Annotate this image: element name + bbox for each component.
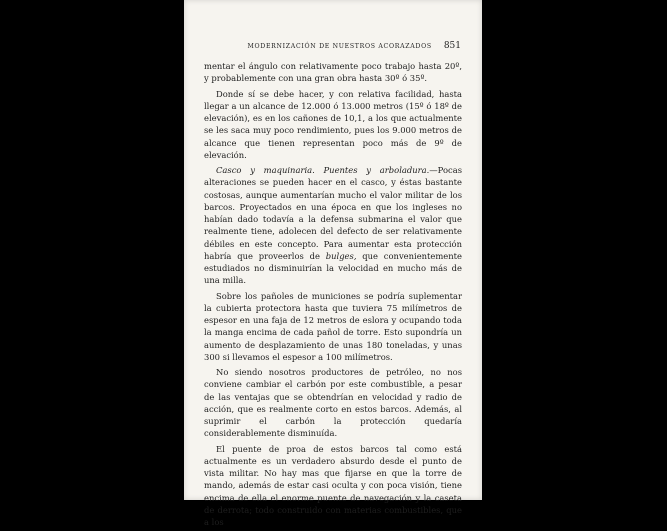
paragraph-text: El puente de proa de estos barcos tal como está actualmente es un verdadero absurdo desde el punto de vista militar. No hay mas que fijarse en que la torre de mando, además de estar casi oculta y con poca visión, tiene encima de ella el enorme puente de navegación y la caseta de derrota; todo construido con materias combustibles, que a los — [204, 443, 462, 527]
paragraph-text: —Pocas alteraciones se pueden hacer en el casco, y éstas bastante costosas, aunque aumentarían mucho el valor militar de los barcos. Proyectados en una época en que los ingleses no habían dado todavía a la defensa submarina el valor que realmente tiene, adolecen del defecto de ser relativamente débiles en este concepto. Para aumentar esta protección habría que proveerlos de — [204, 165, 462, 261]
paragraph-5 — [204, 366, 462, 440]
page-text-block — [204, 40, 462, 531]
paragraph-1 — [204, 60, 462, 85]
section-heading: Casco y maquinaria. Puentes y arboladura. — [216, 165, 430, 175]
paragraph-text: No siendo nosotros productores de petróleo, no nos conviene cambiar el carbón por este combustible, a pesar de las ventajas que se obtendrían en velocidad y radio de acción, que es realmente corto en estos barcos. Además, al suprimir el carbón la protección quedaría considerablemente disminuída. — [204, 367, 462, 439]
paragraph-text: Donde sí se debe hacer, y con relativa facilidad, hasta llegar a un alcance de 12.000 ó 13.000 metros (15º ó 18º de elevación), es en los cañones de 10,1, a los que actualmente se les saca muy poco rendimiento, pues los 9.000 metros de alcance que tienen representan poco más de 9º de elevación. — [204, 88, 462, 160]
paragraph-3 — [204, 164, 462, 287]
paragraph-6 — [204, 443, 462, 529]
paragraph-2 — [204, 88, 462, 162]
paragraph-text-continued: que convenientemente estudiados no disminuirían la velocidad en mucho más de una milla. — [204, 250, 462, 286]
running-header — [204, 40, 462, 56]
paragraph-4 — [204, 290, 462, 364]
page-number: 851 — [443, 41, 461, 51]
book-page — [184, 0, 482, 527]
running-title: MODERNIZACIÓN DE NUESTROS ACORAZADOS — [247, 43, 432, 50]
paragraph-text: mentar el ángulo con relativamente poco trabajo hasta 20º, y probablemente con una gran obra hasta 30º ó 35º. — [204, 61, 462, 84]
paragraph-text: Sobre los pañoles de municiones se podría suplementar la cubierta protectora hasta que tuviera 75 milímetros de espesor en una faja de 12 metros de eslora y ocupando toda la manga encima de cada pañol de torre. Esto supondría un aumento de desplazamiento de unas 180 toneladas, y unas 300 si llevamos el espesor a 100 milímetros. — [204, 290, 462, 362]
italic-term: bulges, — [325, 250, 357, 261]
